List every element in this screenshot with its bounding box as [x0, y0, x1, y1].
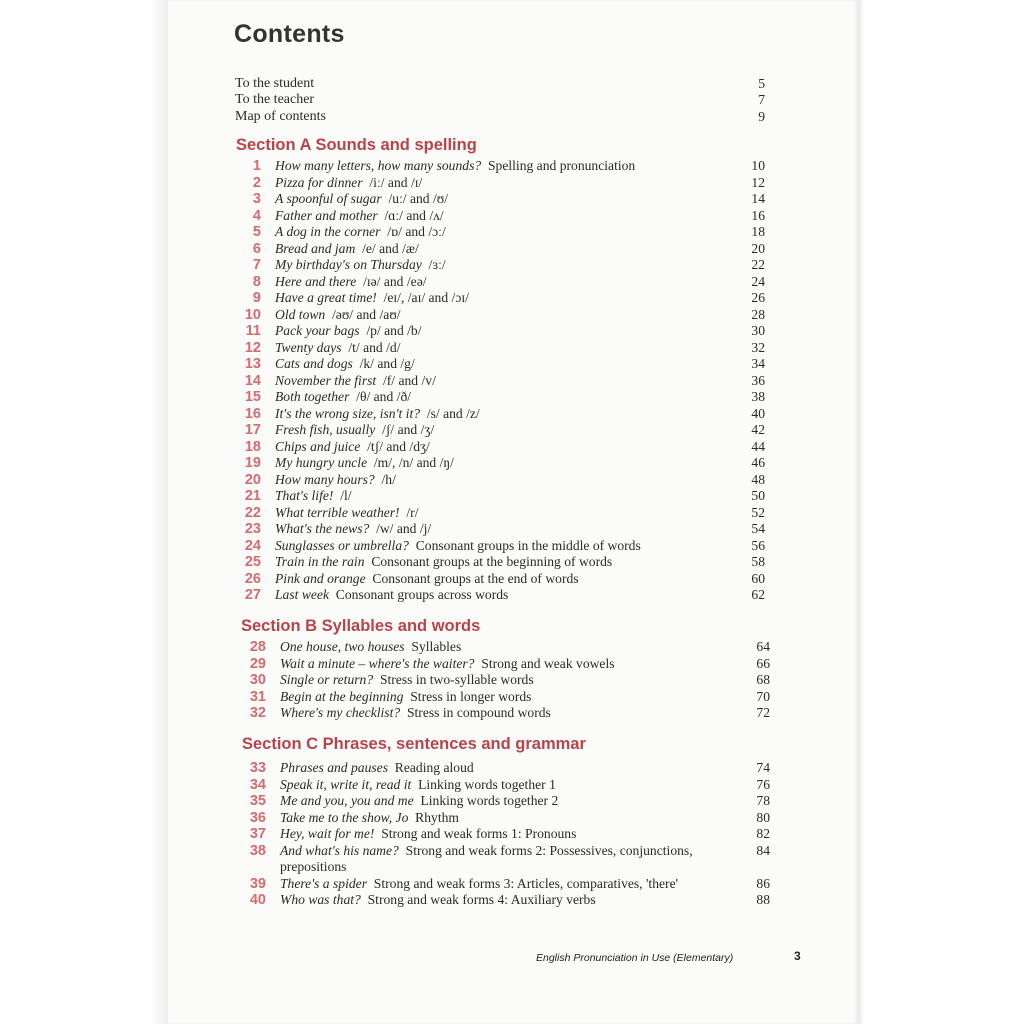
unit-topic: /w/ and /j/	[376, 521, 432, 536]
unit-topic: /ɒ/ and /ɔː/	[387, 224, 446, 239]
unit-text	[275, 554, 695, 571]
unit-number: 34	[249, 776, 266, 793]
unit-text	[275, 191, 695, 208]
unit-topic: /e/ and /æ/	[362, 240, 419, 256]
unit-page: 56	[751, 537, 765, 553]
section-b-entries	[240, 639, 770, 722]
unit-title: And what's his name?	[280, 842, 399, 858]
contents-entry[interactable]	[240, 843, 770, 876]
unit-text	[275, 389, 695, 406]
unit-number: 37	[249, 826, 266, 842]
unit-topic: Consonant groups at the end of words	[372, 570, 579, 586]
unit-text	[280, 793, 700, 810]
unit-page: 46	[751, 455, 765, 470]
unit-topic: /p/ and /b/	[366, 323, 422, 338]
unit-text	[275, 488, 695, 505]
unit-topic: /iː/ and /ɪ/	[369, 174, 423, 190]
unit-topic: /tʃ/ and /dʒ/	[367, 438, 430, 454]
unit-title: A dog in the corner	[275, 224, 381, 239]
unit-text	[275, 257, 695, 274]
unit-page: 50	[751, 488, 765, 503]
footer-book-title: English Pronunciation in Use (Elementary)	[536, 952, 734, 964]
unit-text	[275, 571, 695, 588]
unit-page: 10	[751, 158, 765, 173]
unit-text	[280, 705, 700, 722]
unit-text	[275, 356, 695, 373]
unit-number: 23	[244, 521, 261, 537]
unit-topic: /əʊ/ and /aʊ/	[332, 306, 401, 322]
unit-text	[280, 777, 700, 794]
contents-entry[interactable]	[240, 793, 770, 810]
unit-text	[280, 843, 700, 876]
unit-title: One house, two houses	[280, 639, 405, 654]
unit-text	[275, 521, 695, 538]
contents-entry[interactable]	[240, 760, 770, 777]
unit-page: 38	[751, 389, 765, 404]
unit-topic: Linking words together 2	[420, 793, 559, 808]
unit-topic: Strong and weak forms 2: Possessives, conjunctions, prepositions	[280, 842, 693, 874]
unit-number: 39	[249, 875, 266, 892]
contents-entry[interactable]	[235, 373, 765, 390]
unit-number: 38	[249, 842, 266, 859]
unit-page: 20	[751, 240, 765, 256]
unit-text	[275, 175, 695, 192]
contents-entry[interactable]	[235, 521, 765, 538]
contents-entry[interactable]	[235, 587, 765, 604]
unit-title: Sunglasses or umbrella?	[275, 537, 409, 553]
unit-page: 66	[756, 655, 770, 671]
unit-page: 70	[756, 688, 770, 704]
unit-topic: Consonant groups in the middle of words	[415, 537, 641, 553]
page-edge	[858, 0, 864, 1024]
unit-text	[280, 892, 700, 909]
unit-topic: /ɑː/ and /ʌ/	[384, 207, 444, 223]
contents-entry[interactable]	[235, 175, 765, 192]
unit-title: Train in the rain	[275, 554, 365, 569]
unit-title: My birthday's on Thursday	[275, 257, 422, 272]
unit-page: 64	[756, 639, 770, 654]
unit-page: 40	[751, 405, 765, 421]
unit-topic: Rhythm	[415, 809, 459, 825]
unit-topic: Stress in compound words	[406, 705, 551, 720]
unit-number: 40	[249, 892, 266, 908]
contents-entry[interactable]	[235, 472, 765, 489]
unit-number: 24	[244, 537, 261, 554]
section-c-title: Section C Phrases, sentences and grammar	[242, 735, 586, 753]
unit-page: 60	[751, 570, 765, 586]
unit-number: 20	[244, 471, 261, 488]
section-b-title: Section B Syllables and words	[241, 617, 481, 635]
unit-title: Twenty days	[275, 339, 342, 355]
unit-number: 1	[252, 158, 261, 174]
unit-topic: /l/	[340, 488, 352, 503]
unit-text	[275, 323, 695, 340]
unit-topic: Strong and weak forms 4: Auxiliary verbs	[367, 892, 596, 907]
unit-number: 33	[249, 760, 266, 776]
contents-entry[interactable]	[235, 191, 765, 208]
unit-number: 17	[244, 422, 261, 438]
unit-number: 32	[249, 705, 266, 721]
unit-number: 19	[244, 455, 261, 471]
unit-title: My hungry uncle	[275, 455, 368, 470]
contents-entry[interactable]	[235, 208, 765, 225]
contents-entry[interactable]	[235, 307, 765, 324]
unit-text	[280, 810, 700, 827]
unit-title: Where's my checklist?	[280, 705, 401, 720]
intro-list	[235, 76, 765, 125]
unit-number: 4	[252, 207, 261, 224]
unit-text	[275, 422, 695, 439]
unit-title: How many letters, how many sounds?	[275, 158, 482, 173]
unit-page: 52	[751, 504, 765, 520]
unit-page: 34	[751, 356, 765, 371]
unit-topic: Stress in two-syllable words	[379, 672, 534, 687]
contents-entry[interactable]	[235, 488, 765, 505]
unit-number: 25	[244, 554, 261, 570]
unit-topic: Consonant groups across words	[335, 587, 509, 602]
unit-number: 16	[244, 405, 261, 422]
contents-entry[interactable]	[240, 826, 770, 843]
unit-number: 28	[249, 639, 266, 655]
unit-title: Here and there	[275, 273, 357, 289]
unit-page: 14	[751, 191, 765, 206]
unit-text	[280, 639, 700, 656]
unit-number: 18	[244, 438, 261, 455]
unit-title: Pack your bags	[275, 323, 360, 338]
unit-number: 31	[249, 688, 266, 705]
unit-title: There's a spider	[280, 875, 367, 891]
unit-text	[275, 538, 695, 555]
unit-title: Me and you, you and me	[280, 793, 414, 808]
contents-entry[interactable]	[235, 224, 765, 241]
unit-topic: Linking words together 1	[418, 776, 556, 792]
unit-number: 30	[249, 672, 266, 688]
unit-title: Old town	[275, 306, 326, 322]
unit-title: Have a great time!	[275, 290, 377, 305]
unit-text	[275, 472, 695, 489]
contents-entry[interactable]	[235, 422, 765, 439]
intro-item-page: 7	[758, 92, 765, 108]
unit-topic: /m/, /n/ and /ŋ/	[373, 455, 454, 470]
contents-entry[interactable]	[235, 158, 765, 175]
unit-text	[280, 876, 700, 893]
unit-title: Speak it, write it, read it	[280, 776, 412, 792]
unit-text	[275, 158, 695, 175]
unit-text	[275, 290, 695, 307]
unit-title: Pizza for dinner	[275, 174, 363, 190]
unit-number: 9	[252, 290, 261, 306]
unit-number: 13	[244, 356, 261, 372]
unit-topic: Strong and weak forms 3: Articles, comparatives, 'there'	[373, 875, 679, 891]
unit-topic: /ɪə/ and /eə/	[363, 273, 427, 289]
unit-topic: /r/	[406, 504, 419, 520]
unit-number: 8	[252, 273, 261, 290]
intro-item-page: 9	[758, 108, 765, 124]
unit-title: Wait a minute – where's the waiter?	[280, 655, 475, 671]
unit-text	[275, 455, 695, 472]
contents-entry[interactable]	[235, 406, 765, 423]
unit-topic: Spelling and pronunciation	[487, 158, 636, 173]
page-shadow	[150, 0, 170, 1024]
unit-text	[275, 587, 695, 604]
unit-number: 22	[244, 504, 261, 521]
unit-title: Fresh fish, usually	[275, 422, 376, 437]
unit-number: 21	[244, 488, 261, 504]
unit-number: 27	[244, 587, 261, 603]
unit-text	[280, 760, 700, 777]
unit-topic: /k/ and /g/	[359, 356, 415, 371]
unit-title: Cats and dogs	[275, 356, 353, 371]
unit-page: 18	[751, 224, 765, 239]
unit-page: 16	[751, 207, 765, 223]
contents-entry[interactable]	[235, 340, 765, 357]
unit-title: November the first	[275, 372, 377, 388]
unit-text	[275, 340, 695, 357]
unit-page: 74	[756, 760, 770, 775]
unit-title: Begin at the beginning	[280, 688, 404, 704]
contents-entry[interactable]	[240, 810, 770, 827]
unit-page: 32	[751, 339, 765, 355]
unit-text	[280, 656, 700, 673]
unit-page: 88	[756, 892, 770, 907]
unit-page: 26	[751, 290, 765, 305]
unit-text	[275, 274, 695, 291]
intro-item-label: To the teacher	[235, 92, 315, 108]
contents-entry[interactable]	[240, 777, 770, 794]
unit-title: Father and mother	[275, 207, 378, 223]
intro-item-page: 5	[758, 76, 765, 91]
unit-title: Phrases and pauses	[280, 760, 388, 775]
intro-item[interactable]	[235, 76, 765, 92]
unit-page: 82	[756, 826, 770, 841]
unit-number: 5	[252, 224, 261, 240]
unit-topic: Consonant groups at the beginning of words	[371, 554, 613, 569]
intro-item[interactable]	[235, 92, 765, 108]
unit-text	[275, 224, 695, 241]
intro-item-label: Map of contents	[235, 108, 326, 124]
unit-number: 35	[249, 793, 266, 809]
unit-title: It's the wrong size, isn't it?	[275, 405, 421, 421]
unit-topic: /eɪ/, /aɪ/ and /ɔɪ/	[383, 290, 469, 305]
intro-item[interactable]	[235, 109, 765, 125]
unit-text	[275, 406, 695, 423]
contents-entry[interactable]	[240, 705, 770, 722]
unit-number: 15	[244, 389, 261, 405]
unit-page: 72	[756, 705, 770, 720]
page-title: Contents	[234, 20, 345, 48]
unit-title: Take me to the show, Jo	[280, 809, 409, 825]
unit-page: 84	[756, 842, 770, 858]
unit-topic: Syllables	[411, 639, 462, 654]
unit-page: 22	[751, 257, 765, 272]
contents-entry[interactable]	[235, 274, 765, 291]
unit-page: 42	[751, 422, 765, 437]
unit-topic: /h/	[381, 471, 396, 487]
unit-title: A spoonful of sugar	[275, 191, 382, 206]
unit-number: 3	[252, 191, 261, 207]
unit-number: 29	[249, 655, 266, 672]
section-c-entries	[240, 760, 770, 909]
unit-page: 24	[751, 273, 765, 289]
intro-item-label: To the student	[235, 76, 315, 91]
unit-topic: Reading aloud	[394, 760, 474, 775]
unit-page: 62	[751, 587, 765, 602]
contents-entry[interactable]	[240, 876, 770, 893]
unit-page: 80	[756, 809, 770, 825]
unit-page: 36	[751, 372, 765, 388]
contents-entry[interactable]	[235, 323, 765, 340]
unit-text	[275, 505, 695, 522]
unit-text	[275, 241, 695, 258]
unit-topic: /θ/ and /ð/	[356, 389, 412, 404]
unit-topic: /uː/ and /ʊ/	[388, 191, 449, 206]
contents-entry[interactable]	[240, 892, 770, 909]
unit-text	[280, 826, 700, 843]
unit-page: 30	[751, 323, 765, 338]
unit-title: Bread and jam	[275, 240, 356, 256]
unit-page: 28	[751, 306, 765, 322]
contents-entry[interactable]	[235, 538, 765, 555]
unit-number: 2	[252, 174, 261, 191]
unit-text	[275, 307, 695, 324]
contents-entry[interactable]	[235, 356, 765, 373]
contents-entry[interactable]	[235, 455, 765, 472]
unit-text	[280, 672, 700, 689]
unit-title: Chips and juice	[275, 438, 361, 454]
contents-entry[interactable]	[235, 554, 765, 571]
unit-topic: Stress in longer words	[410, 688, 532, 704]
unit-text	[275, 373, 695, 390]
unit-page: 48	[751, 471, 765, 487]
unit-title: That's life!	[275, 488, 334, 503]
footer-page-number: 3	[794, 949, 801, 963]
unit-title: What terrible weather!	[275, 504, 400, 520]
unit-page: 78	[756, 793, 770, 808]
unit-text	[275, 439, 695, 456]
unit-page: 12	[751, 174, 765, 190]
contents-entry[interactable]	[235, 257, 765, 274]
unit-title: Hey, wait for me!	[280, 826, 375, 841]
unit-topic: Strong and weak vowels	[481, 655, 615, 671]
contents-entry[interactable]	[235, 439, 765, 456]
contents-entry[interactable]	[235, 241, 765, 258]
unit-topic: /t/ and /d/	[348, 339, 401, 355]
unit-text	[280, 689, 700, 706]
unit-number: 36	[249, 809, 266, 826]
unit-number: 14	[244, 372, 261, 389]
unit-number: 7	[252, 257, 261, 273]
unit-number: 26	[244, 570, 261, 587]
unit-page: 86	[756, 875, 770, 891]
unit-text	[275, 208, 695, 225]
unit-number: 12	[244, 339, 261, 356]
unit-topic: /f/ and /v/	[382, 372, 436, 388]
section-a-entries	[235, 158, 765, 604]
contents-entry[interactable]	[240, 639, 770, 656]
unit-page: 76	[756, 776, 770, 792]
unit-number: 6	[252, 240, 261, 257]
unit-topic: /s/ and /z/	[426, 405, 480, 421]
unit-page: 54	[751, 521, 765, 536]
unit-page: 68	[756, 672, 770, 687]
unit-topic: /ʃ/ and /ʒ/	[382, 422, 435, 437]
contents-entry[interactable]	[240, 656, 770, 673]
unit-number: 11	[245, 323, 261, 339]
unit-title: Single or return?	[280, 672, 374, 687]
contents-entry[interactable]	[235, 389, 765, 406]
contents-entry[interactable]	[240, 672, 770, 689]
unit-number: 10	[244, 306, 261, 323]
unit-title: What's the news?	[275, 521, 370, 536]
unit-title: How many hours?	[275, 471, 375, 487]
unit-title: Who was that?	[280, 892, 361, 907]
unit-topic: /ɜː/	[428, 257, 446, 272]
unit-page: 58	[751, 554, 765, 569]
contents-entry[interactable]	[240, 689, 770, 706]
contents-entry[interactable]	[235, 505, 765, 522]
contents-entry[interactable]	[235, 571, 765, 588]
contents-entry[interactable]	[235, 290, 765, 307]
unit-title: Both together	[275, 389, 350, 404]
unit-topic: Strong and weak forms 1: Pronouns	[381, 826, 577, 841]
section-a-title: Section A Sounds and spelling	[236, 136, 477, 154]
unit-title: Pink and orange	[275, 570, 366, 586]
unit-title: Last week	[275, 587, 329, 602]
unit-page: 44	[751, 438, 765, 454]
